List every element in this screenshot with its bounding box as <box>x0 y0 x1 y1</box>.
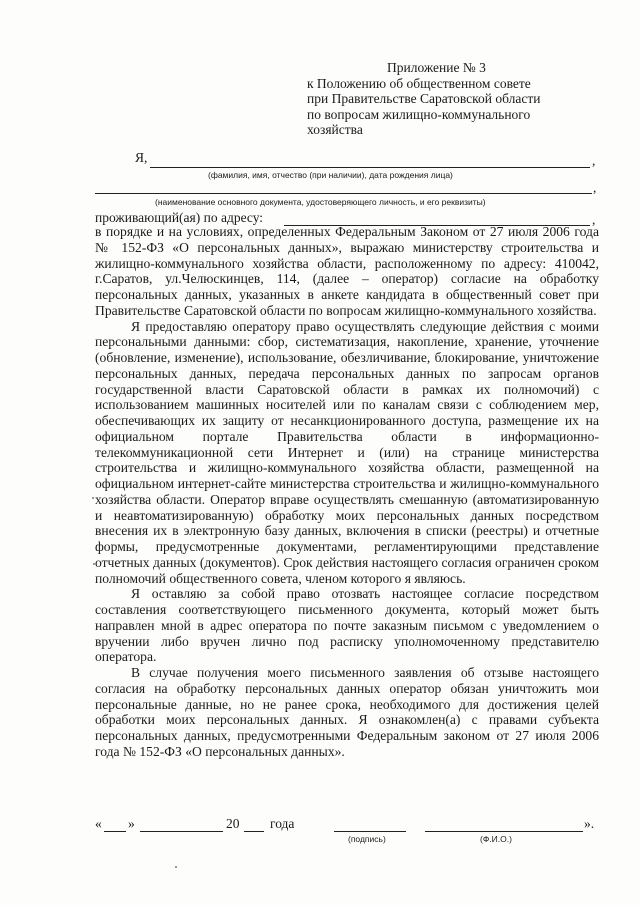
caption-document: (наименование основного документа, удостоверяющего личность, и его реквизиты) <box>155 197 486 207</box>
end-quote: ». <box>584 816 595 831</box>
caption-signature: (подпись) <box>348 834 386 844</box>
header-line-1: к Положению об общественном совете <box>307 75 531 91</box>
year-line[interactable] <box>244 831 264 832</box>
year-prefix: 20 <box>226 816 240 831</box>
date-close-quote: » <box>128 816 135 831</box>
comma-3: , <box>592 212 596 227</box>
header-line-3: по вопросам жилищно-коммунального <box>307 106 531 122</box>
date-open-quote: « <box>95 816 102 831</box>
scan-speck <box>92 497 94 499</box>
paragraph-4: В случае получения моего письменного заявления об отзыве настоящего согласия на обработку персональных данных оператор обязан уничтожить мои персональные данные, но не ранее срока, необходимого для достижения целей обработки моих персональных данных. Я ознакомлен(а) с правами субъекта персональных данных, предусмотренными Федеральным законом от 27 июля 2006 года № 152-ФЗ «О персональных данных». <box>95 665 599 759</box>
comma-2: , <box>593 180 597 195</box>
ya-label: Я, <box>135 150 148 165</box>
document-field-line[interactable] <box>95 193 592 194</box>
date-month-line[interactable] <box>140 831 223 832</box>
caption-fio: (Ф.И.О.) <box>480 834 512 844</box>
scan-speck <box>93 563 95 565</box>
fio-line[interactable] <box>425 831 583 832</box>
appendix-header <box>307 60 541 138</box>
comma-1: , <box>592 153 596 168</box>
name-field-line[interactable] <box>150 167 590 168</box>
signature-line[interactable] <box>334 831 406 832</box>
year-suffix: года <box>270 816 295 831</box>
caption-name: (фамилия, имя, отчество (при наличии), дата рождения лица) <box>208 170 453 180</box>
header-line-2: при Правительстве Саратовской области <box>307 91 541 106</box>
appendix-title: Приложение № 3 <box>387 60 486 75</box>
paragraph-1: в порядке и на условиях, определенных Федеральным Законом от 27 июля 2006 года № 152-ФЗ «О персональных данных», выражаю министерству строительства и жилищно-коммунального хозяйства области, расположенному по адресу: 410042, г.Саратов, ул.Челюскинцев, 114, (далее – оператор) согласие на обработку персональных данных, указанных в анкете кандидата в общественный совет при Правительстве Саратовской области по вопросам жилищно-коммунального хозяйства. <box>95 224 599 318</box>
scan-speck <box>175 866 177 868</box>
paragraph-3: Я оставляю за собой право отозвать настоящее согласие посредством составления соответствующего письменного документа, который может быть направлен мной в адрес оператора по почте заказным письмом с уведомлением о вручении либо вручен лично под расписку уполномоченному представителю оператора. <box>95 586 599 665</box>
paragraph-2: Я предоставляю оператору право осуществлять следующие действия с моими персональными данными: сбор, систематизация, накопление, хранение, уточнение (обновление, изменение), использование, обезличивание, блокирование, уничтожение персональных данных, передача персональных данных по запросам органов государственной власти Саратовской области в рамках их полномочий) с использованием машинных носителей или по каналам связи с соблюдением мер, обеспечивающих их защиту от несанкционированного доступа, размещение их на официальном портале Правительства области в информационно-телекоммуникационной сети Интернет и (или) на странице министерства строительства и жилищно-коммунального хозяйства области, размещенной на официальном интернет-сайте министерства строительства и жилищно-коммунального хозяйства области. Оператор вправе осуществлять смешанную (автоматизированную и неавтоматизированную) обработку моих персональных данных посредством внесения их в электронную базу данных, включения в списки (реестры) и отчетные формы, предусмотренные документами, регламентирующими представление отчетных данных (документов). Срок действия настоящего согласия ограничен сроком полномочий общественного совета, членом которого я являюсь. <box>95 318 599 586</box>
header-line-4: хозяйства <box>307 122 363 137</box>
consent-body <box>95 224 599 760</box>
address-label: проживающий(ая) по адресу: <box>95 210 264 225</box>
date-day-line[interactable] <box>104 831 126 832</box>
